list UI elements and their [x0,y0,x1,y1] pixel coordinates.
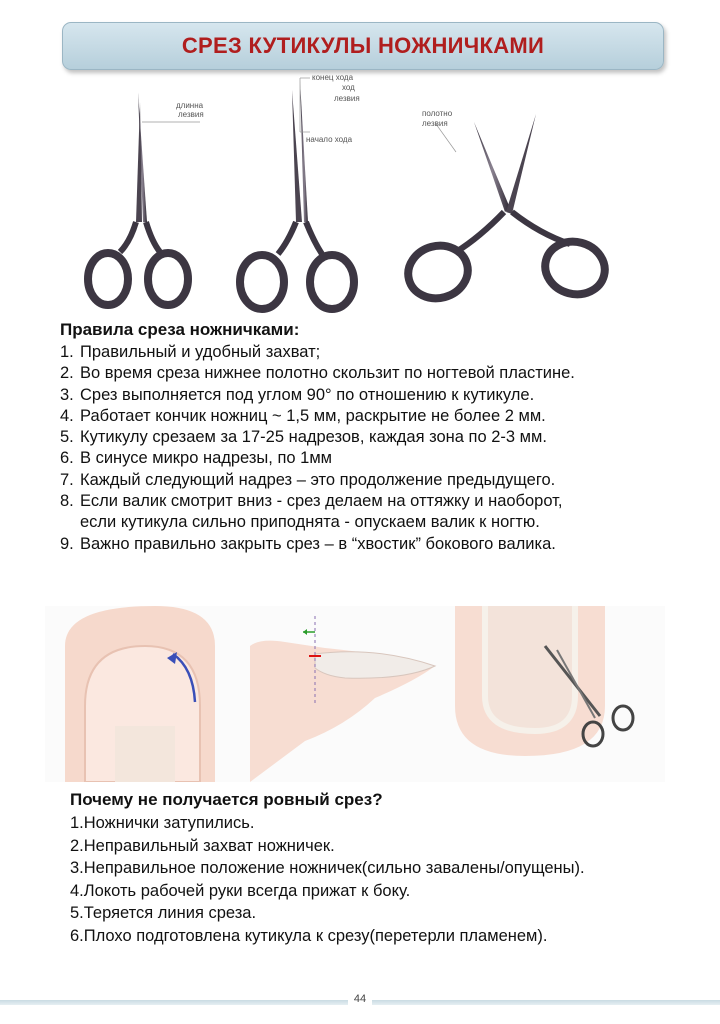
rule-text: Правильный и удобный захват; [80,343,321,361]
open-scissors [402,109,610,305]
label-blade-sheet-2: лезвия [422,119,448,128]
rule-text: Срез выполняется под углом 90° по отношению к кутикуле. [80,385,535,404]
half-open-scissors [240,73,360,309]
rule-text: Во время среза нижнее полотно скользит по ногтевой пластине. [80,364,575,383]
rule-text: Работает кончик ножниц ~ 1,5 мм, раскрытие не более 2 мм. [80,406,546,425]
why-item: 3.Неправильное положение ножничек(сильно завалены/опущены). [70,859,585,878]
rules-heading: Правила среза ножничками: [60,320,300,339]
why-item: 4.Локоть рабочей руки всегда прижат к боку. [70,881,411,900]
rule-text: Если валик смотрит вниз - срез делаем на оттяжку и наоборот, [80,492,563,511]
why-section [70,790,680,948]
nail-illustration [45,606,665,782]
rules-list [60,342,680,555]
rule-text: если кутикула сильно приподнята - опускаем валик к ногтю. [80,513,540,532]
why-item: 5.Теряется линия среза. [70,904,257,923]
rule-item [60,406,680,427]
page-number [0,993,720,1005]
rule-number: 8. [60,492,74,511]
rule-number: 6. [60,449,74,468]
rule-item [60,427,680,448]
page-number-label: 44 [348,993,372,1005]
label-stroke-start: начало хода [306,135,353,144]
rule-item-continuation [60,512,680,533]
rules-section [60,320,680,555]
rule-item [60,448,680,469]
rule-number: 2. [60,364,74,383]
label-blade-length-2: лезвия [178,110,204,119]
label-stroke-end: конец хода [312,73,354,82]
rule-number: 5. [60,428,74,447]
rule-text: Каждый следующий надрез – это продолжение предыдущего. [80,470,556,489]
label-blade-stroke-1: ход [342,83,355,92]
rule-text: В синусе микро надрезы, по 1мм [80,449,333,468]
rule-number: 1. [60,343,74,361]
why-item: 1.Ножнички затупились. [70,814,255,832]
rule-text: Кутикулу срезаем за 17-25 надрезов, каждая зона по 2-3 мм. [80,428,547,447]
why-heading: Почему не получается ровный срез? [70,790,383,809]
label-blade-sheet-1: полотно [422,109,453,118]
rule-number: 9. [60,534,74,553]
rule-item [60,385,680,406]
why-item: 2.Неправильный захват ножничек. [70,836,335,855]
why-item: 6.Плохо подготовлена кутикула к срезу(перетерли пламенем). [70,926,548,945]
rule-number: 3. [60,385,74,404]
rule-item [60,470,680,491]
rule-item [60,342,680,363]
rule-text: Важно правильно закрыть срез – в “хвостик” бокового валика. [80,534,556,553]
why-list [70,812,680,948]
title-banner [62,22,664,70]
rule-number: 4. [60,406,74,425]
rule-item [60,534,680,555]
rule-item [60,363,680,384]
rule-number: 7. [60,470,74,489]
page-title: СРЕЗ КУТИКУЛЫ НОЖНИЧКАМИ [181,33,545,58]
closed-scissors [88,92,204,305]
fingertip-nail-panel [65,606,215,782]
rule-item [60,491,680,512]
label-blade-length-1: длинна [176,101,204,110]
scissors-illustration [60,72,660,317]
rule-number [60,512,80,533]
label-blade-stroke-2: лезвия [334,94,360,103]
